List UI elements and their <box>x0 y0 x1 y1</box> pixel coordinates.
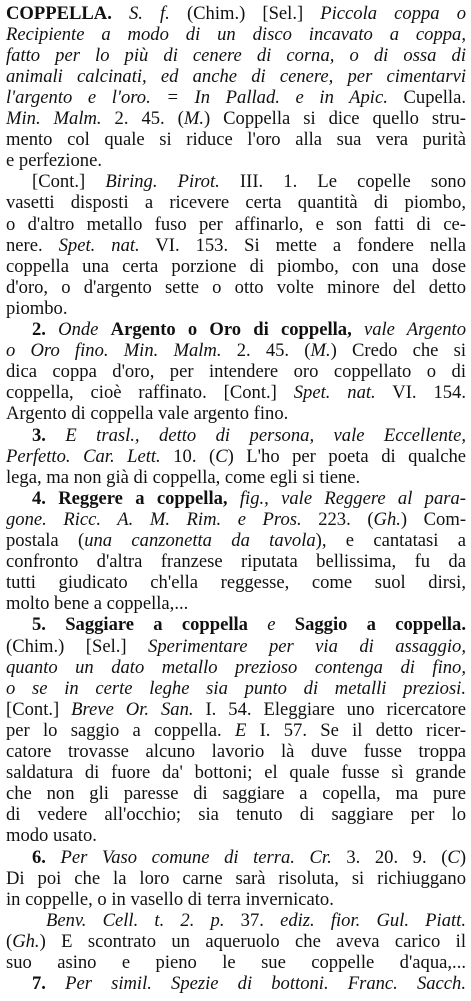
text-run: una canzonetta da tavola <box>84 530 316 551</box>
text-run: 3. <box>32 424 66 446</box>
text-run: e <box>247 614 295 636</box>
text-line <box>6 192 466 213</box>
text-run: 37. <box>224 909 281 931</box>
text-run: M. <box>183 108 204 129</box>
text-run: 2. <box>32 319 59 340</box>
text-run: E <box>234 719 247 741</box>
text-run: ) E scontrato un aqueruolo che aveva carico il <box>39 930 466 952</box>
text-run: Per simil. Spezie di bottoni. Franc. Sacch. <box>65 973 466 995</box>
text-line <box>6 403 466 424</box>
text-line <box>6 657 466 678</box>
text-run: COPPELLA. <box>6 2 112 24</box>
text-run: Sperimentare per via di assaggio, <box>148 635 466 657</box>
text-run: 2. 45. ( <box>101 108 184 129</box>
text-run: gone. Ricc. A. M. Rim. e Pros. <box>6 508 302 530</box>
text-line <box>6 636 466 657</box>
text-run: ) L'ho per poeta di qualche <box>227 445 466 467</box>
text-run: [Cont.] <box>32 171 106 193</box>
text-line <box>6 425 466 446</box>
text-run: I. 57. Se il detto ricer- <box>246 719 466 741</box>
text-run: (Chim.) [Sel.] <box>186 2 321 24</box>
text-run: di vedere all'occhio; sia tenuto di saggiare per lo <box>6 804 466 826</box>
text-run: Gh. <box>12 930 40 952</box>
text-line <box>6 593 466 614</box>
text-run: coppella, cioè raffinato. [Cont.] <box>6 382 294 404</box>
text-run: d'oro, o d'argento sette o otto volte minore del detto <box>6 276 466 298</box>
text-run: quanto un dato metallo prezioso contenga di fino, <box>6 656 466 678</box>
text-run: suo asino e pieno le sue coppelle d'aqua,... <box>6 952 466 973</box>
text-line <box>6 931 466 952</box>
dictionary-entry <box>6 0 466 1001</box>
text-line <box>6 614 466 635</box>
text-run: e perfezione. <box>6 150 103 172</box>
text-run: o d'altro metallo fuso per affinarlo, e son fatti di ce- <box>6 213 466 235</box>
text-run: VI. 154. <box>375 382 466 404</box>
text-line <box>6 572 466 593</box>
text-run: ediz. fior. Gul. Piatt. <box>280 909 466 931</box>
text-run: nere. <box>6 234 59 256</box>
text-run: Perfetto. Car. Lett. <box>6 445 161 467</box>
text-run: ) Credo che si <box>330 340 466 362</box>
text-run: Spet. nat. <box>58 234 140 256</box>
text-run: ( <box>6 930 13 952</box>
text-run: 5. Saggiare a coppella <box>32 614 248 636</box>
text-line <box>6 910 466 931</box>
text-run: l'argento e l'oro. = In Pallad. e in Apic. <box>6 86 388 108</box>
text-line <box>6 952 466 973</box>
text-run: Benv. Cell. t. 2. p. <box>46 909 225 931</box>
text-run: confronto d'altra franzese riputata bellissima, fu da <box>6 551 466 573</box>
text-run: saldatura di fuore da' bottoni; el quale fusse sì grande <box>6 762 466 784</box>
text-line <box>6 825 466 846</box>
text-run: dica coppa d'oro, per intendere oro coppellato o di <box>6 361 466 383</box>
text-line <box>6 319 466 340</box>
text-run: fatto per lo più di cenere di corna, o di ossa di <box>6 44 466 66</box>
text-run: Per Vaso comune di terra. Cr. <box>60 846 332 868</box>
text-line <box>6 868 466 889</box>
text-run: Cupella. <box>387 86 466 108</box>
text-line <box>6 66 466 87</box>
text-line <box>6 256 466 277</box>
text-run: E trasl., detto di persona, vale Eccellente, <box>65 424 466 446</box>
text-run: M. <box>310 340 331 362</box>
text-run: Gh. <box>373 508 401 530</box>
text-run: postala ( <box>6 530 85 551</box>
text-line <box>6 509 466 530</box>
text-line <box>6 45 466 66</box>
text-line <box>6 298 466 319</box>
text-line <box>6 783 466 804</box>
text-line <box>6 129 466 150</box>
text-run: I. 54. Eleggiare uno ricercatore <box>193 698 466 720</box>
text-run: Di poi che la loro carne sarà risoluta, si richiuggano <box>6 867 466 889</box>
text-run: o Oro fino. Min. Malm. <box>6 340 222 362</box>
text-run: 223. ( <box>301 508 374 530</box>
text-run: fig., vale Reggere al para- <box>227 487 466 509</box>
text-run: [Cont.] <box>6 698 72 720</box>
text-run: ) Coppella si dice quello stru- <box>203 108 466 129</box>
text-run: Argento di coppella vale argento fino. <box>6 403 289 425</box>
text-run: tutti giudicato ch'ella reggesse, come suol dirsi, <box>6 572 466 594</box>
text-run: per lo saggio a coppella. <box>6 719 235 741</box>
text-run: lega, ma non già di coppella, come egli si tiene. <box>6 466 361 488</box>
text-run: o se in certe leghe sia punto di metalli preziosi. <box>6 677 466 699</box>
text-line <box>6 3 466 24</box>
text-line <box>6 467 466 488</box>
text-line <box>6 382 466 403</box>
text-run: C <box>215 445 228 467</box>
text-run: 10. ( <box>160 445 216 467</box>
text-run: Breve Or. San. <box>71 698 194 720</box>
text-line <box>6 488 466 509</box>
text-run: ), e cantatasi a <box>315 530 466 551</box>
text-run: catore trovasse alcuno lavorio là duve fusse troppa <box>6 741 466 762</box>
text-run: vasetti disposti a ricevere certa quantità di piombo, <box>6 192 466 214</box>
text-run: vale Argento <box>351 319 466 340</box>
text-line <box>6 277 466 298</box>
text-run: che non gli paresse di saggiare a copella, ma pure <box>6 783 466 805</box>
text-run: 6. <box>32 846 61 868</box>
text-run: C <box>447 846 460 868</box>
text-run: Onde <box>58 319 111 340</box>
text-line <box>6 551 466 572</box>
text-run: 2. 45. ( <box>221 340 311 362</box>
text-run: 7. <box>32 973 66 995</box>
text-run: VI. 153. Si mette a fondere nella <box>139 234 466 256</box>
text-run: Saggio a coppella. <box>294 614 466 636</box>
text-line <box>6 804 466 825</box>
text-line <box>6 150 466 171</box>
text-run: Recipiente a modo di un disco incavato a coppa, <box>6 23 466 45</box>
text-line <box>6 741 466 762</box>
text-line <box>6 699 466 720</box>
text-line <box>6 762 466 783</box>
text-line <box>6 171 466 192</box>
text-run: in coppelle, o in vasello di terra invernicato. <box>6 888 334 910</box>
text-line <box>6 446 466 467</box>
text-line <box>6 530 466 551</box>
text-run: 4. Reggere a coppella, <box>32 487 228 509</box>
text-run: III. 1. Le copelle sono <box>219 171 466 193</box>
text-line <box>6 678 466 699</box>
text-line <box>6 361 466 382</box>
text-run: Piccola coppa o <box>320 2 466 24</box>
text-run: S. f. <box>111 2 187 24</box>
text-line <box>6 889 466 910</box>
text-run: Argento o Oro di coppella, <box>110 319 352 340</box>
text-line <box>6 340 466 361</box>
text-line <box>6 24 466 45</box>
text-run: ) <box>459 846 466 868</box>
text-run: molto bene a coppella,... <box>6 593 189 615</box>
text-run: coppella una certa porzione di piombo, con una dose <box>6 255 466 277</box>
text-run: Biring. Pirot. <box>105 171 220 193</box>
text-line <box>6 720 466 741</box>
text-line <box>6 235 466 256</box>
text-line <box>6 87 466 108</box>
text-run: ) Com- <box>400 508 466 530</box>
text-run: piombo. <box>6 297 68 319</box>
text-run: 3. 20. 9. ( <box>331 846 448 868</box>
text-run: Spet. nat. <box>293 382 376 404</box>
text-line <box>6 847 466 868</box>
text-run: animali calcinati, ed anche di cenere, per cimentarvi <box>6 65 466 87</box>
text-run: mento col quale si riduce l'oro alla sua vera purità <box>6 129 466 151</box>
text-line <box>6 108 466 129</box>
text-run: (Chim.) [Sel.] <box>6 635 149 657</box>
text-run: modo usato. <box>6 825 97 847</box>
text-line <box>6 214 466 235</box>
text-run: Min. Malm. <box>6 108 102 129</box>
text-line <box>6 973 466 994</box>
